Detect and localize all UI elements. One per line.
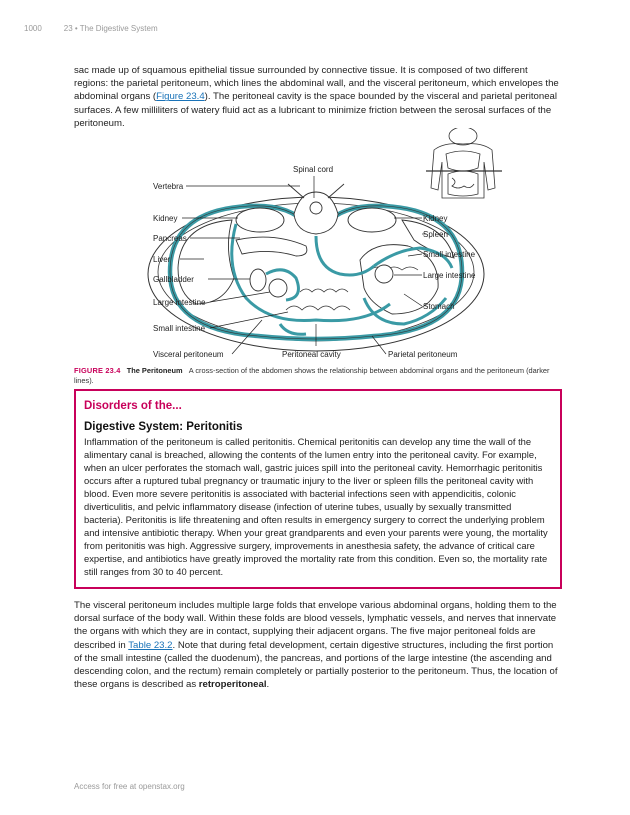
spinal-cord-shape xyxy=(310,202,322,214)
figure-title: The Peritoneum xyxy=(126,366,183,375)
body-text-1: The visceral peritoneum includes multiple large folds that envelope various abdominal organs, holding them to the dorsal surface of the body wall. Within these folds are blood vessels, lymphatic vessels, and nerves that innervate the organs with which they are in contact, supplying their adjacent organs. The five major peritoneal folds are described in xyxy=(74,600,557,651)
page-footer: Access for free at openstax.org xyxy=(74,782,185,791)
right-kidney-shape xyxy=(348,208,396,232)
figure-caption-text: A cross-section of the abdomen shows the relationship between abdominal organs and the peritoneum (darker lines). xyxy=(74,366,550,385)
disorders-feature-box xyxy=(74,389,562,589)
cross-section-diagram xyxy=(74,128,560,364)
body-inset-icon xyxy=(426,128,502,198)
figure-number: FIGURE 23.4 xyxy=(74,366,121,375)
label-spinal-cord: Spinal cord xyxy=(293,165,334,174)
label-small-intestine-right: Small intestine xyxy=(423,250,476,259)
label-visceral-peritoneum: Visceral peritoneum xyxy=(153,350,224,359)
label-large-intestine-left: Large intestine xyxy=(153,298,206,307)
label-spleen: Spleen xyxy=(423,230,448,239)
intro-text-2: ). The peritoneal cavity is the space bounded by the visceral and parietal peritoneal surfaces. A few milliliters of watery fluid act as a lubricant to minimize friction between the serosal surfaces of the peritoneum. xyxy=(74,91,558,129)
peritoneum-figure xyxy=(74,128,560,364)
running-header xyxy=(24,24,158,33)
body-text-3: . xyxy=(266,679,270,691)
label-kidney-left: Kidney xyxy=(153,214,178,223)
intro-text-1: sac made up of squamous epithelial tissue surrounded by connective tissue. It is composed of two different regions: the parietal peritoneum, which lines the abdominal wall, and the visceral peritoneum, which envelopes the abdominal organs ( xyxy=(74,65,559,103)
intro-paragraph xyxy=(74,64,560,130)
label-small-intestine-left: Small intestine xyxy=(153,324,206,333)
label-pancreas: Pancreas xyxy=(153,234,187,243)
table-link[interactable]: Table 23.2 xyxy=(128,639,173,651)
large-intestine-right-shape xyxy=(375,265,393,283)
label-parietal-peritoneum: Parietal peritoneum xyxy=(388,350,458,359)
label-gallbladder: Gallbladder xyxy=(153,275,194,284)
label-large-intestine-right: Large intestine xyxy=(423,271,476,280)
figure-caption xyxy=(74,366,560,385)
pancreas-shape xyxy=(236,237,307,256)
left-kidney-shape xyxy=(236,208,284,232)
large-intestine-left-shape xyxy=(269,279,287,297)
body-text-2: . Note that during fetal development, certain digestive structures, including the first portion of the small intestine (called the duodenum), the pancreas, and portions of the large intestine (the ascending and descending colon, and the rectum) remain completely or partially posterior to the peritoneum. Thus, the location of these organs is described as xyxy=(74,639,558,691)
box-heading: Disorders of the... xyxy=(84,400,182,412)
gallbladder-shape xyxy=(250,269,266,291)
box-body-text: Inflammation of the peritoneum is called peritonitis. Chemical peritonitis can develop any time the wall of the alimentary canal is breached, allowing the contents of the lumen entry into the peritoneal cavity. For example, when an ulcer perforates the stomach wall, gastric juices spill into the peritoneal cavity. Hemorrhagic peritonitis occurs after a ruptured tubal pregnancy or traumatic injury to the liver or spleen fills the peritoneal cavity with blood. Even more severe peritonitis is associated with bacterial infections seen with appendicitis, colonic diverticulitis, and pelvic inflammatory disease (infection of uterine tubes, usually by sexually transmitted bacteria). Peritonitis is life threatening and often results in emergency surgery to correct the underlying problem and intensive antibiotic therapy. When your great grandparents and even your parents were young, the mortality from peritonitis was high. Aggressive surgery, improvements in anesthesia safety, the advance of critical care expertise, and antibiotics have greatly improved the mortality rate from this condition. Even so, the mortality rate still ranges from 30 to 40 percent. xyxy=(84,436,548,577)
label-stomach: Stomach xyxy=(423,302,455,311)
label-liver: Liver xyxy=(153,255,171,264)
figure-link[interactable]: Figure 23.4 xyxy=(156,91,205,103)
body-paragraph xyxy=(74,599,560,691)
label-vertebra: Vertebra xyxy=(153,182,184,191)
page-number: 1000 xyxy=(24,24,42,33)
section-title: 23 • The Digestive System xyxy=(63,24,158,33)
small-intestine-shape xyxy=(286,306,350,310)
label-peritoneal-cavity: Peritoneal cavity xyxy=(282,350,341,359)
label-kidney-right: Kidney xyxy=(423,214,448,223)
bold-term: retroperitoneal xyxy=(198,679,267,691)
box-subheading: Digestive System: Peritonitis xyxy=(84,421,243,433)
